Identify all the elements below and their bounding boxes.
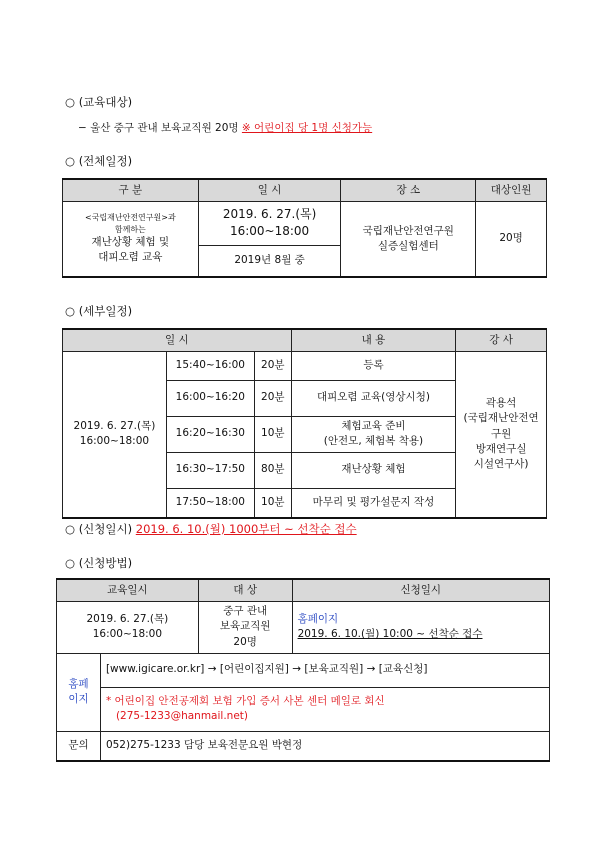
homepage-note-1: * 어린이집 안전공제회 보험 가입 증서 사본 센터 메일로 회신 <box>105 694 385 707</box>
table-row-duration: 10분 <box>254 416 291 452</box>
division-main-1: 재난상황 체험 및 <box>91 236 170 249</box>
table-row-content: 재난상황 체험 <box>291 452 455 488</box>
datetime-date: 2019. 6. 27.(목) <box>222 206 317 221</box>
education-target-text: − 울산 중구 관내 보육교직원 20명 <box>78 122 242 134</box>
place-cell <box>341 201 476 277</box>
apply-header-target: 대 상 <box>198 579 292 601</box>
apply-edu-time: 16:00~18:00 <box>92 628 163 640</box>
detail-schedule-table <box>62 328 547 519</box>
lecturer-line-1: 곽용석 <box>485 397 517 410</box>
homepage-label-2: 이지 <box>68 693 89 705</box>
section-education-target-title: ○ (교육대상) <box>65 95 133 109</box>
table-row-duration: 20분 <box>254 380 291 416</box>
apply-homepage: 홈페이지 <box>297 612 339 625</box>
table-row-time: 16:00~16:20 <box>166 380 254 416</box>
header-datetime: 일 시 <box>198 179 341 201</box>
apply-date-cell <box>57 601 199 653</box>
table-row-content: 마무리 및 평가설문지 작성 <box>291 488 455 518</box>
lecturer-line-4: 방재연구실 <box>475 442 527 455</box>
lecturer-cell <box>456 351 547 518</box>
lecturer-line-5: 시설연구사) <box>473 458 529 471</box>
homepage-label-cell <box>57 653 101 731</box>
division-small-2: 함께하는 <box>114 224 146 234</box>
homepage-note-email[interactable]: (275-1233@hanmail.net) <box>115 710 248 722</box>
apply-info-cell <box>292 601 549 653</box>
homepage-label-1: 홈페 <box>68 677 89 690</box>
detail-date: 2019. 6. 27.(목) <box>73 420 156 433</box>
datetime-second-session: 2019년 8월 중 <box>198 245 341 277</box>
division-main-2: 대피오렴 교육 <box>98 251 163 264</box>
education-target-line <box>78 120 372 135</box>
lecturer-line-2: (국립재난안전연 <box>463 412 539 425</box>
apply-period: 2019. 6. 10.(월) 10:00 ~ 선착순 접수 <box>297 628 483 640</box>
detail-date-cell <box>63 351 167 518</box>
table-row-time: 16:30~17:50 <box>166 452 254 488</box>
section-apply-method-title: ○ (신청방법) <box>65 556 133 570</box>
datetime-cell <box>198 201 341 245</box>
contact-label-cell: 문의 <box>57 731 101 761</box>
detail-header-datetime: 일 시 <box>63 329 292 351</box>
header-place: 장 소 <box>341 179 476 201</box>
apply-date-value: 2019. 6. 10.(월) 1000부터 ~ 선착순 접수 <box>135 522 357 536</box>
header-target-count: 대상인원 <box>476 179 547 201</box>
table-row-content: 등록 <box>291 351 455 380</box>
table-row-time: 15:40~16:00 <box>166 351 254 380</box>
table-row-content: 대피오렴 교육(영상시청) <box>291 380 455 416</box>
detail-header-content: 내 용 <box>291 329 455 351</box>
apply-header-date: 교육일시 <box>57 579 199 601</box>
detail-header-lecturer: 강 사 <box>456 329 547 351</box>
table-row-duration: 80분 <box>254 452 291 488</box>
division-cell <box>63 201 199 277</box>
datetime-time: 16:00~18:00 <box>229 224 310 238</box>
table-row-time: 16:20~16:30 <box>166 416 254 452</box>
target-count-cell: 20명 <box>476 201 547 277</box>
overall-schedule-table <box>62 178 547 278</box>
table-row-duration: 10분 <box>254 488 291 518</box>
section-apply-date-title: ○ (신청일시) <box>65 522 136 536</box>
detail-time: 16:00~18:00 <box>79 435 150 448</box>
section-detail-schedule-title: ○ (세부일정) <box>65 304 133 318</box>
homepage-path-cell[interactable]: [www.igicare.or.kr] → [어린이집지원] → [보육교직원] → [교육신청] <box>100 653 549 687</box>
apply-target-3: 20명 <box>233 635 257 648</box>
contact-cell: 052)275-1233 담당 보육전문요원 박현정 <box>100 731 549 761</box>
place-line-2: 실증실험센터 <box>377 239 439 252</box>
apply-target-2: 보육교직원 <box>219 620 271 633</box>
header-division: 구 분 <box>63 179 199 201</box>
table-row-content-line-1: 체험교육 준비 <box>341 419 406 432</box>
homepage-note-cell <box>100 687 549 731</box>
apply-edu-date: 2019. 6. 27.(목) <box>86 612 169 625</box>
division-small-1: <국립재난안전연구원>과 <box>84 212 176 222</box>
table-row-time: 17:50~18:00 <box>166 488 254 518</box>
lecturer-line-3: 구원 <box>490 427 512 440</box>
table-row-duration: 20분 <box>254 351 291 380</box>
table-row-content-line-2: (안전모, 체험복 착용) <box>323 435 424 447</box>
section-overall-schedule-title: ○ (전체일정) <box>65 154 133 168</box>
education-target-note: ※ 어린이집 당 1명 신청가능 <box>241 122 373 134</box>
apply-method-table <box>56 578 550 762</box>
table-row-content <box>291 416 455 452</box>
apply-header-apply: 신청일시 <box>292 579 549 601</box>
apply-target-cell <box>198 601 292 653</box>
section-apply-date-line <box>65 521 357 537</box>
place-line-1: 국립재난안전연구원 <box>362 224 454 237</box>
apply-target-1: 중구 관내 <box>223 605 268 618</box>
